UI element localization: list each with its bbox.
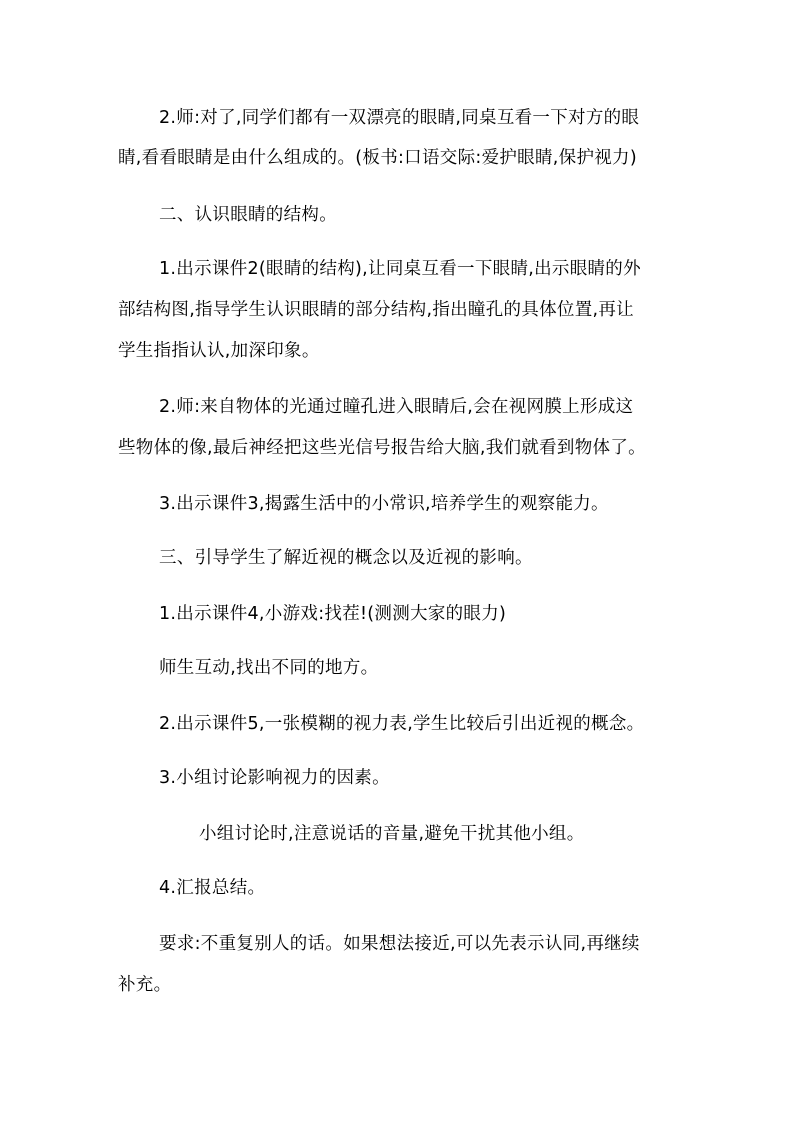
paragraph-line: 补充。 xyxy=(118,975,172,995)
section-heading: 三、引导学生了解近视的概念以及近视的影响。 xyxy=(159,548,533,568)
paragraph-line: 3.出示课件3,揭露生活中的小常识,培养学生的观察能力。 xyxy=(159,494,609,514)
paragraph-line: 师生互动,找出不同的地方。 xyxy=(159,658,379,678)
paragraph-line: 学生指指认认,加深印象。 xyxy=(118,341,320,361)
paragraph-line: 2.师:对了,同学们都有一双漂亮的眼睛,同桌互看一下对方的眼 xyxy=(159,108,640,128)
paragraph-line: 睛,看看眼睛是由什么组成的。(板书:口语交际:爱护眼睛,保护视力) xyxy=(118,148,637,168)
paragraph-line: 1.出示课件2(眼睛的结构),让同桌互看一下眼睛,出示眼睛的外 xyxy=(159,259,641,279)
section-heading: 二、认识眼睛的结构。 xyxy=(159,205,337,225)
paragraph-line: 些物体的像,最后神经把这些光信号报告给大脑,我们就看到物体了。 xyxy=(118,438,646,458)
paragraph-line: 要求:不重复别人的话。如果想法接近,可以先表示认同,再继续 xyxy=(159,934,640,954)
paragraph-line: 小组讨论时,注意说话的音量,避免干扰其他小组。 xyxy=(199,824,585,844)
paragraph-line: 3.小组讨论影响视力的因素。 xyxy=(159,768,390,788)
paragraph-line: 2.师:来自物体的光通过瞳孔进入眼睛后,会在视网膜上形成这 xyxy=(159,397,634,417)
paragraph-line: 2.出示课件5,一张模糊的视力表,学生比较后引出近视的概念。 xyxy=(159,714,645,734)
paragraph-line: 1.出示课件4,小游戏:找茬!(测测大家的眼力) xyxy=(159,604,507,624)
paragraph-line: 部结构图,指导学生认识眼睛的部分结构,指出瞳孔的具体位置,再让 xyxy=(118,300,634,320)
paragraph-line: 4.汇报总结。 xyxy=(159,878,266,898)
